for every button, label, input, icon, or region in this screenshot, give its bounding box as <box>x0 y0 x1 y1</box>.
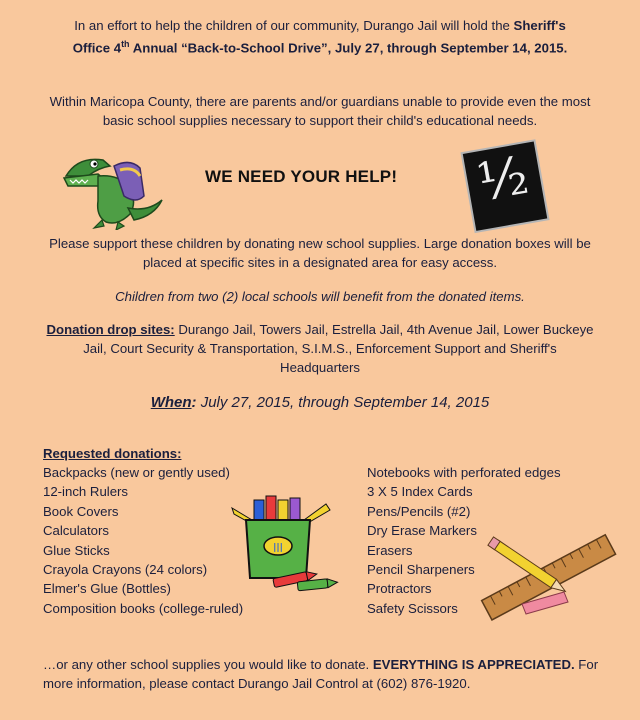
headline: WE NEED YOUR HELP! <box>205 167 398 186</box>
intro-bold-sheriffs: Sheriff's <box>513 18 566 33</box>
intro-bold-drive: Annual “Back-to-School Drive”, July 27, through September 14, 2015. <box>129 40 568 56</box>
when-colon: : <box>191 394 197 411</box>
county-paragraph: Within Maricopa County, there are parents and/or guardians unable to provide even the most basic school supplies necessary to support their child's educational needs. <box>49 94 591 128</box>
list-item: Notebooks with perforated edges <box>367 465 561 480</box>
intro-text: In an effort to help the children of our community, Durango Jail will hold the <box>74 18 514 33</box>
list-item: Protractors <box>367 581 432 597</box>
footer-contact: For more information, please contact Durango Jail Control at (602) 876-1920. <box>43 657 599 691</box>
drop-sites-text: Durango Jail, Towers Jail, Estrella Jail, 4th Avenue Jail, Lower Buckeye Jail, Court Security & Transportation, S.I.M.S., Enforcement Support and Sheriff's Headquarters <box>83 322 594 375</box>
donations-left-list <box>43 463 243 618</box>
when-label: When <box>150 394 192 411</box>
footer-bold: EVERYTHING IS APPRECIATED. <box>372 657 575 672</box>
list-item: Safety Scissors <box>367 600 458 616</box>
requested-donations-label: Requested donations: <box>43 446 182 461</box>
list-item: Crayola Crayons (24 colors) <box>43 562 208 578</box>
list-item: Dry Erase Markers <box>367 523 477 539</box>
list-item: Calculators <box>43 523 109 539</box>
list-item: Elmer's Glue (Bottles) <box>43 581 171 597</box>
intro-paragraph <box>30 16 610 57</box>
ruler-pencil-icon <box>470 522 620 622</box>
intro-bold-office: Office 4 <box>72 40 122 56</box>
list-item: Pens/Pencils (#2) <box>367 503 471 519</box>
intro-superscript: th <box>121 39 130 49</box>
support-paragraph: Please support these children by donating new school supplies. Large donation boxes will be placed at specific sites in a designated area for easy access. <box>49 236 591 270</box>
chalkboard-fraction: ½ <box>472 145 533 214</box>
list-item: Book Covers <box>43 503 119 519</box>
list-item: Backpacks (new or gently used) <box>43 465 230 480</box>
footer-text: …or any other school supplies you would like to donate. <box>43 657 373 672</box>
list-item: Pencil Sharpeners <box>367 562 475 578</box>
list-item: Glue Sticks <box>43 542 110 558</box>
svg-text:|||: ||| <box>273 543 283 553</box>
when-text: July 27, 2015, through September 14, 2015 <box>196 394 490 411</box>
list-item: 3 X 5 Index Cards <box>367 484 473 500</box>
chalkboard-icon <box>458 138 554 234</box>
list-item: 12-inch Rulers <box>43 484 129 500</box>
benefit-line: Children from two (2) local schools will benefit from the donated items. <box>115 289 525 304</box>
drop-sites-label: Donation drop sites: <box>46 322 175 337</box>
list-item: Erasers <box>367 542 413 558</box>
alligator-with-backpack-icon <box>58 146 166 230</box>
when-line <box>30 394 610 411</box>
list-item: Composition books (college-ruled) <box>43 600 244 616</box>
crayon-box-icon <box>226 494 342 594</box>
footer-paragraph <box>43 655 603 693</box>
drop-sites-paragraph <box>45 320 595 377</box>
